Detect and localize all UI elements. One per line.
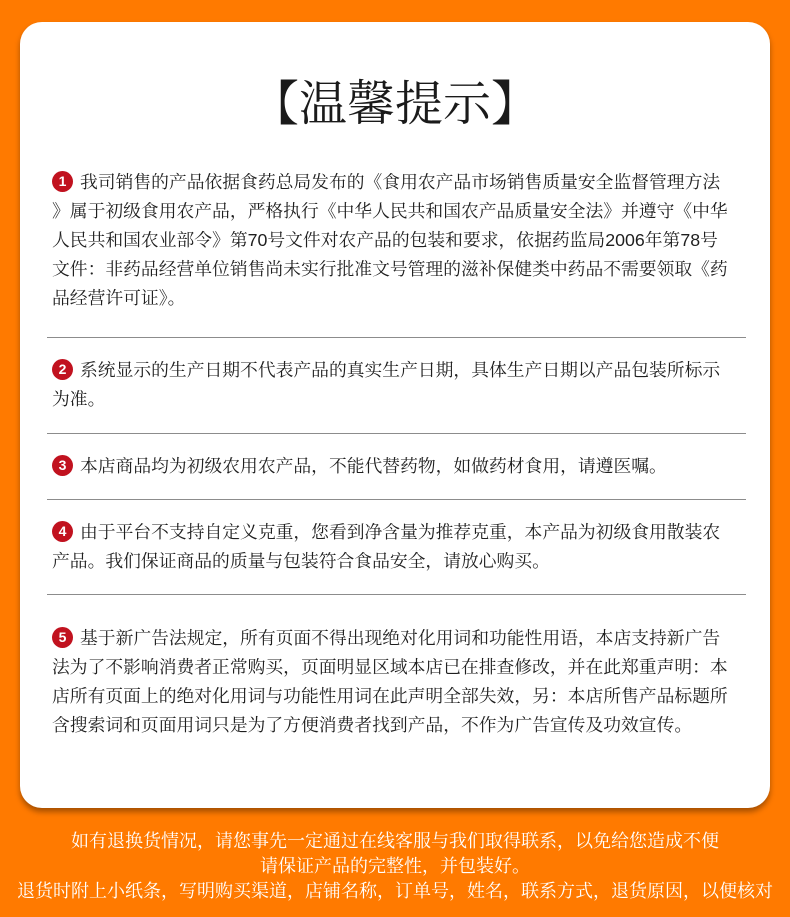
notice-line: 含搜索词和页面用词只是为了方便消费者找到产品，不作为广告宣传及功效宣传。: [52, 714, 693, 735]
notice-line: 为准。: [52, 388, 106, 409]
footer-line: 如有退换货情况，请您事先一定通过在线客服与我们取得联系，以免给您造成不便: [71, 831, 719, 851]
notice-line: 店所有页面上的绝对化用词与功能性用词在此声明全部失效，另：本店所售产品标题所: [52, 685, 728, 706]
notice-line: [52, 452, 752, 481]
return-policy-footer: [0, 829, 790, 904]
notice-line: 文件：非药品经营单位销售尚未实行批准文号管理的滋补保健类中药品不需要领取《药: [52, 258, 728, 279]
section-divider: [47, 499, 746, 500]
notice-line: 品经营许可证》。: [52, 287, 186, 308]
section-divider: [47, 433, 746, 434]
notice-line: 法为了不影响消费者正常购买，页面明显区域本店已在排查修改，并在此郑重声明：本: [52, 656, 728, 677]
notice-text: 基于新广告法规定，所有页面不得出现绝对化用词和功能性用语，本店支持新广告: [80, 627, 721, 648]
notice-item-1: [52, 168, 752, 313]
footer-line: 退货时附上小纸条，写明购买渠道，店铺名称，订单号，姓名，联系方式，退货原因，以便核对: [17, 881, 773, 901]
notice-text: 我司销售的产品依据食药总局发布的《食用农产品市场销售质量安全监督管理方法: [80, 171, 721, 192]
page-title: 【温馨提示】: [250, 78, 539, 131]
notice-line: [52, 356, 752, 385]
notice-card: [20, 22, 770, 808]
notice-text: 本店商品均为初级农用农产品，不能代替药物，如做药材食用，请遵医嘱。: [80, 455, 667, 476]
notice-line: [52, 168, 752, 197]
notice-line: 产品。我们保证商品的质量与包装符合食品安全，请放心购买。: [52, 550, 550, 571]
section-divider: [47, 337, 746, 338]
notice-line: [52, 624, 752, 653]
section-divider: [47, 594, 746, 595]
notice-item-2: [52, 356, 752, 414]
notice-item-3: [52, 452, 752, 481]
notice-text: 由于平台不支持自定义克重，您看到净含量为推荐克重，本产品为初级食用散装农: [80, 521, 721, 542]
notice-line: 》属于初级食用农产品，严格执行《中华人民共和国农产品质量安全法》并遵守《中华: [52, 200, 728, 221]
notice-text: 系统显示的生产日期不代表产品的真实生产日期，具体生产日期以产品包装所标示: [80, 359, 721, 380]
footer-line: 请保证产品的完整性，并包装好。: [260, 856, 530, 876]
notice-item-5: [52, 624, 752, 740]
notice-number-badge: 3: [52, 455, 73, 476]
notice-number-badge: 5: [52, 627, 73, 648]
notice-number-badge: 2: [52, 359, 73, 380]
notice-line: [52, 518, 752, 547]
notice-item-4: [52, 518, 752, 576]
notice-number-badge: 4: [52, 521, 73, 542]
notice-line: 人民共和国农业部令》第70号文件对农产品的包装和要求，依据药监局2006年第78号: [52, 229, 718, 250]
notice-number-badge: 1: [52, 171, 73, 192]
